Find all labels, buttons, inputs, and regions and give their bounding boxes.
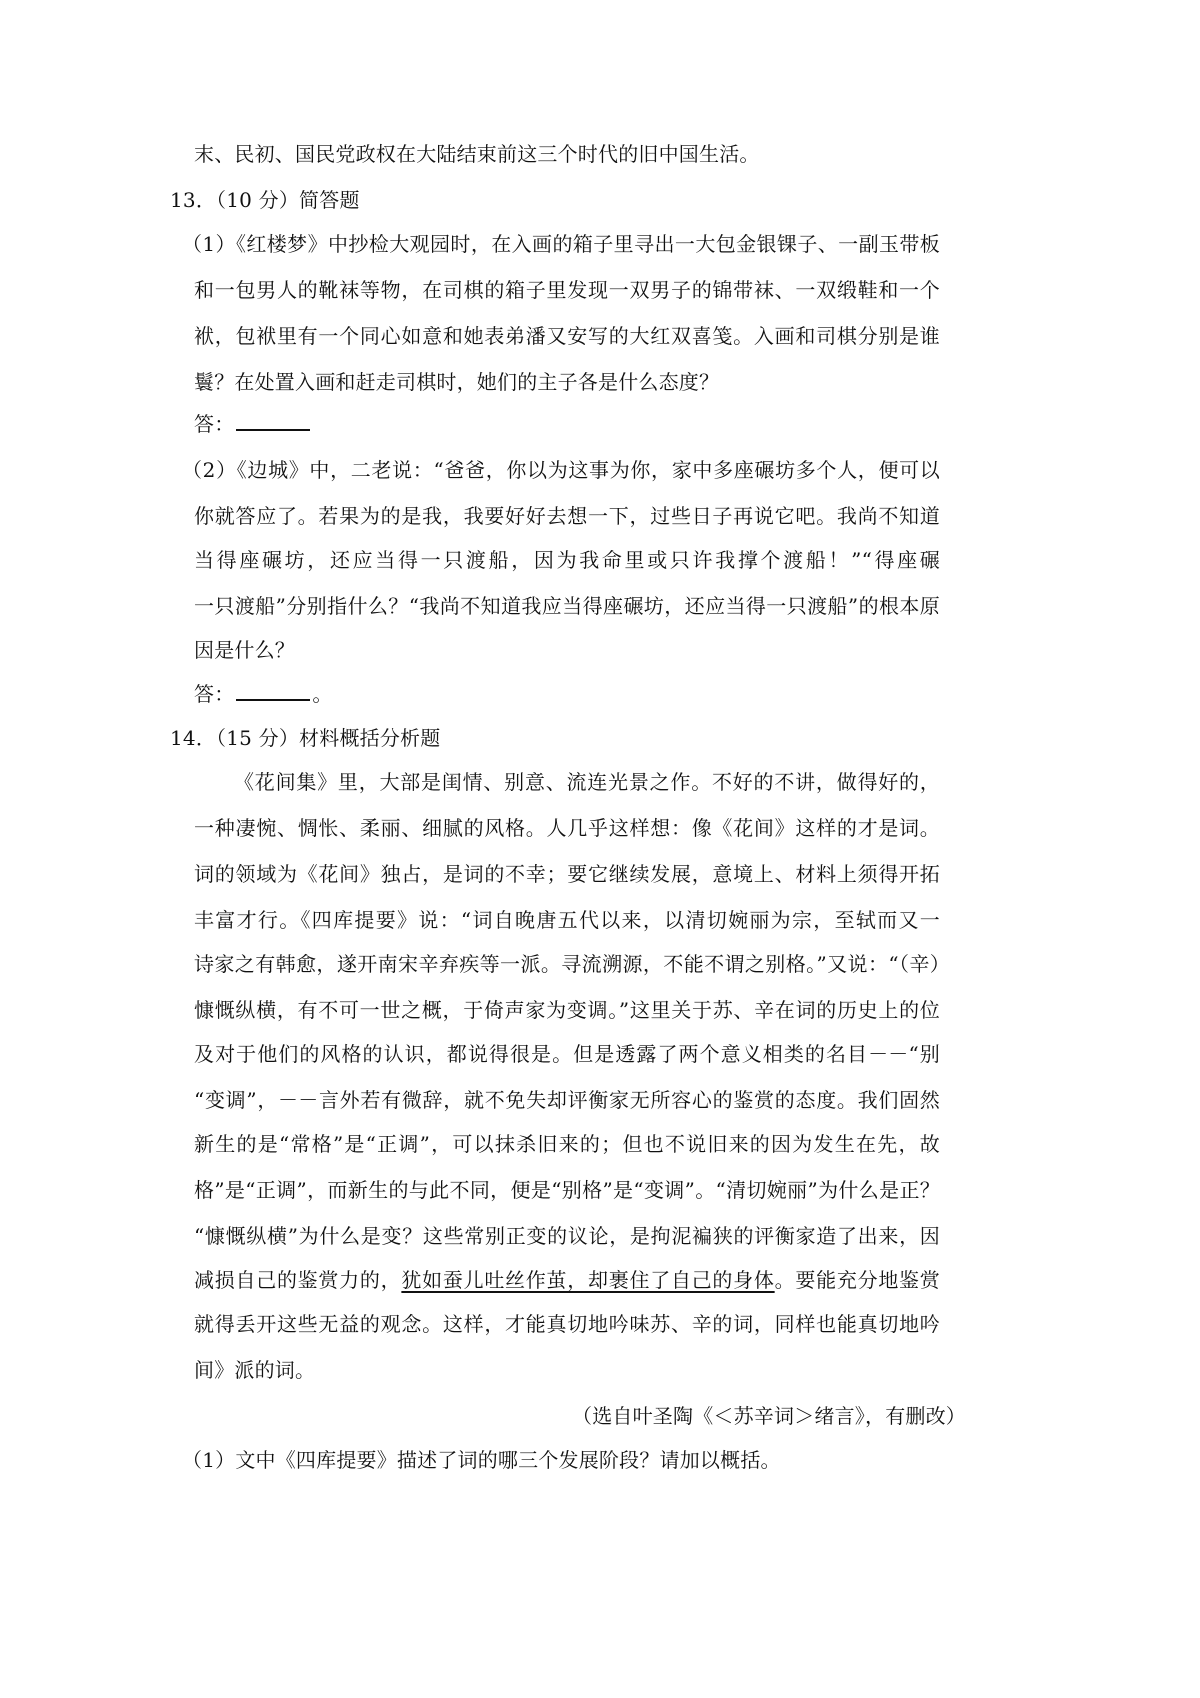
q14-passage-line: 一种凄惋、惆怅、柔丽、细腻的风格。人几乎这样想：像《花间》这样的才是词。 [194,816,940,840]
q14-passage-line: 及对于他们的风格的认识，都说得很是。但是透露了两个意义相类的名目－－“别 [194,1042,940,1066]
q14-passage-line: “变调”，－－言外若有微辞，就不免失却评衡家无所容心的鉴赏的态度。我们固然 [194,1088,940,1112]
q14-passage-line: 丰富才行。《四库提要》说：“词自晚唐五代以来，以清切婉丽为宗，至轼而又一 [194,908,940,932]
q13-part1-answer [194,410,312,438]
q14-passage-line: 《花间集》里，大部是闺情、别意、流连光景之作。不好的不讲，做得好的， [234,770,940,794]
q13-part2-line: 因是什么？ [194,638,295,662]
q13-part2-line: （2）《边城》中，二老说：“爸爸，你以为这事为你，家中多座碾坊多个人，便可以 [182,458,940,482]
answer-blank[interactable] [236,411,310,431]
underlined-sentence: 犹如蚕儿吐丝作茧，却裹住了自己的身体 [401,1268,775,1292]
q14-passage-line: 新生的是“常格”是“正调”，可以抹杀旧来的；但也不说旧来的因为发生在先，故 [194,1132,940,1156]
source-citation: （选自叶圣陶《＜苏辛词＞绪言》，有删改） [572,1404,966,1428]
q14-passage-line: 格”是“正调”，而新生的与此不同，便是“别格”是“变调”。“清切婉丽”为什么是正？ [194,1178,940,1202]
answer-label: 答： [194,412,235,436]
q13-part2-line: 你就答应了。若果为的是我，我要好好去想一下，过些日子再说它吧。我尚不知道 [194,504,940,528]
q13-part2-answer [194,680,333,708]
q13-part1-line: 和一包男人的靴袜等物，在司棋的箱子里发现一双男子的锦带袜、一双缎鞋和一个 [194,278,940,302]
q13-part1-line: 鬟？在处置入画和赶走司棋时，她们的主子各是什么态度？ [194,370,720,394]
q13-part2-line: 一只渡船”分别指什么？“我尚不知道我应当得座碾坊，还应当得一只渡船”的根本原 [194,594,940,618]
answer-suffix: 。 [312,682,333,706]
q13-part2-line: 当得座碾坊，还应当得一只渡船，因为我命里或只许我撑个渡船！”“得座碾 [194,548,940,572]
q14-passage-line: 间》派的词。 [194,1358,316,1382]
underline-before: 减损自己的鉴赏力的， [194,1268,402,1292]
answer-label: 答： [194,682,235,706]
q14-passage-line: “慷慨纵横”为什么是变？这些常别正变的议论，是拘泥褊狭的评衡家造了出来，因 [194,1224,940,1248]
underline-after: 。要能充分地鉴赏 [774,1268,940,1292]
q14-sub1: （1）文中《四库提要》描述了词的哪三个发展阶段？请加以概括。 [182,1448,781,1472]
q13-part1-line: 袱，包袱里有一个同心如意和她表弟潘又安写的大红双喜笺。入画和司棋分别是谁 [194,324,940,348]
q14-passage-line: 诗家之有韩愈，遂开南宋辛弃疾等一派。寻流溯源，不能不谓之别格。”又说：“（辛） [194,952,940,976]
q14-heading: 14．（15 分）材料概括分析题 [170,726,441,750]
q13-heading: 13．（10 分）简答题 [170,188,360,212]
q13-part1-line: （1）《红楼梦》中抄检大观园时，在入画的箱子里寻出一大包金银锞子、一副玉带板 [182,232,940,256]
q14-passage-line: 慷慨纵横，有不可一世之概，于倚声家为变调。”这里关于苏、辛在词的历史上的位 [194,998,940,1022]
continuation-text: 末、民初、国民党政权在大陆结束前这三个时代的旧中国生活。 [194,142,760,166]
q14-passage-line: 词的领域为《花间》独占，是词的不幸；要它继续发展，意境上、材料上须得开拓 [194,862,940,886]
q14-passage-line: 就得丢开这些无益的观念。这样，才能真切地吟味苏、辛的词，同样也能真切地吟 [194,1312,940,1336]
answer-blank[interactable] [236,681,310,701]
q14-underline-line [194,1266,940,1294]
